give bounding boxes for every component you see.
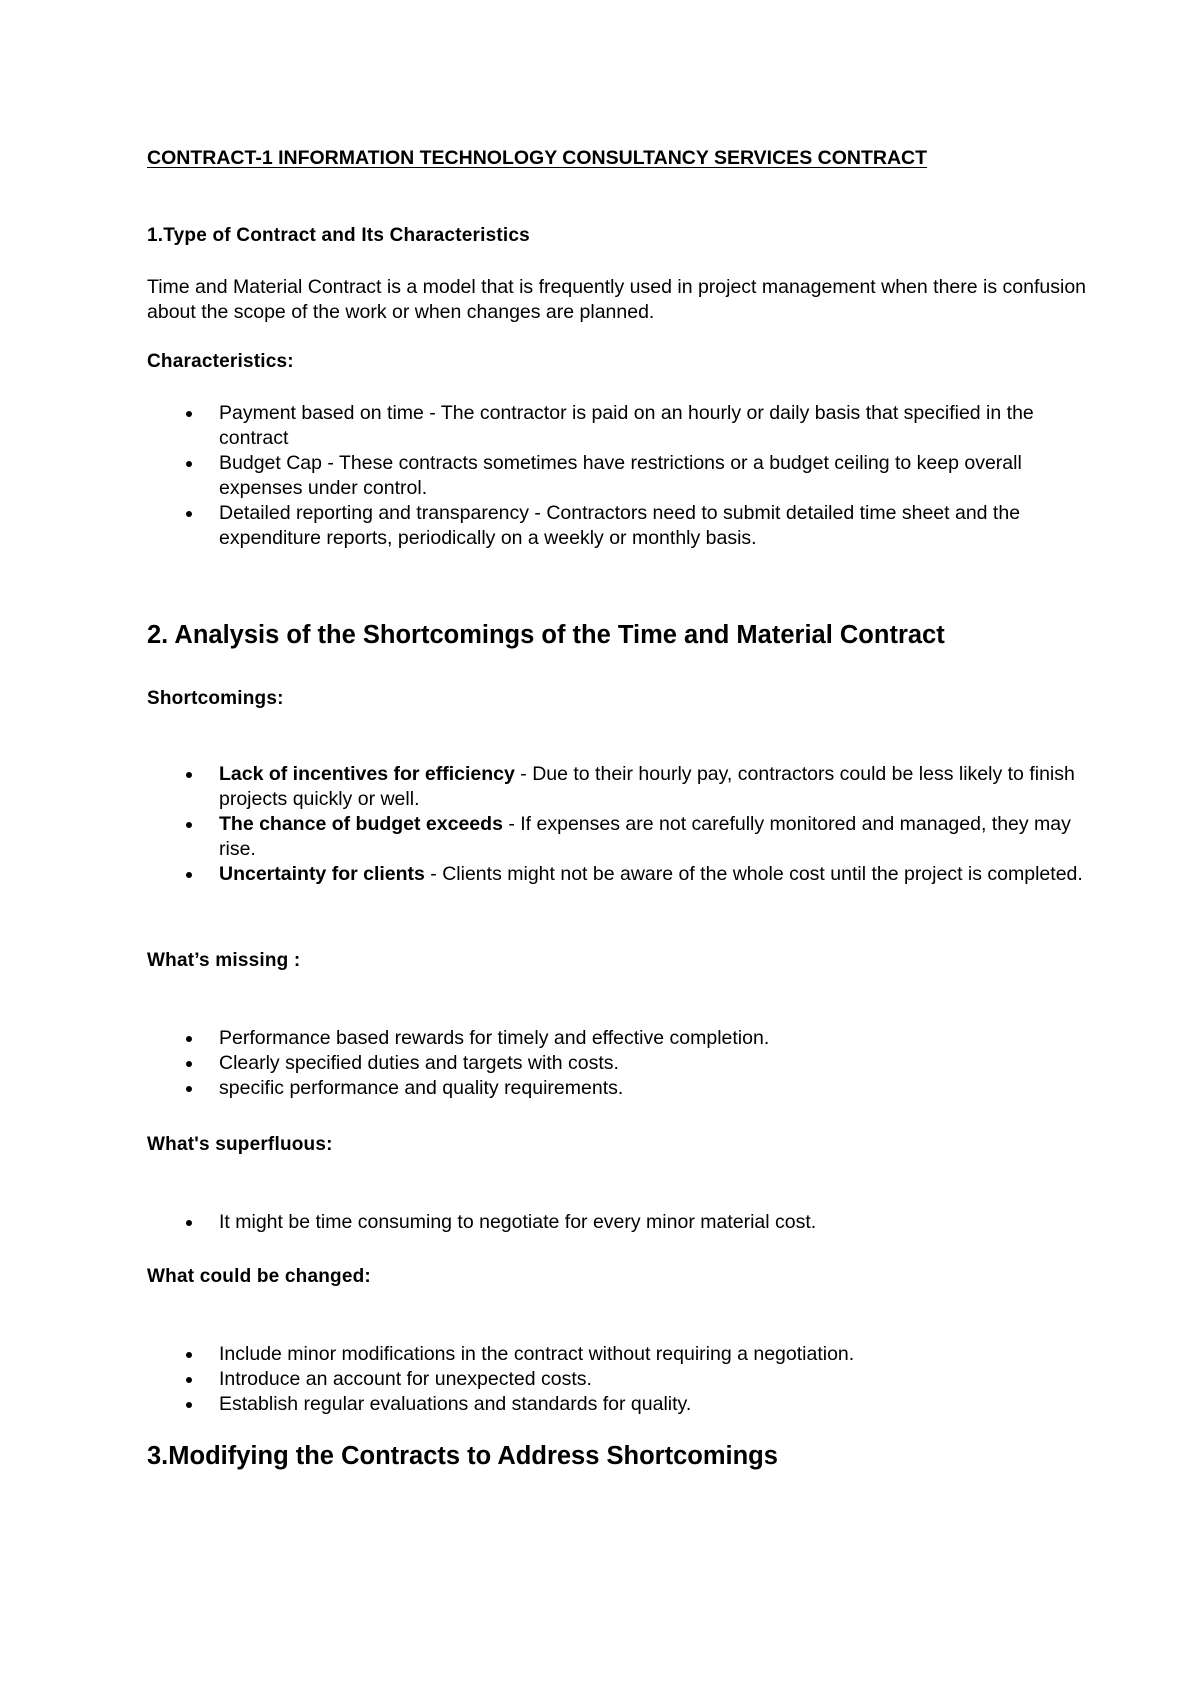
list-item: [147, 451, 1087, 501]
section3-heading: 3.Modifying the Contracts to Address Shortcomings: [147, 1442, 778, 1470]
list-item: [147, 1367, 1087, 1392]
superfluous-list: [147, 1210, 1087, 1235]
bullet-icon: [186, 822, 192, 828]
list-item-text: Include minor modifications in the contract without requiring a negotiation.: [219, 1343, 855, 1365]
characteristics-list-block: [147, 401, 1087, 551]
bullet-icon: [186, 1036, 192, 1042]
bullet-icon: [186, 1086, 192, 1092]
list-item: [147, 1051, 1087, 1076]
section1-intro-block: [147, 275, 1087, 325]
changed-list: [147, 1342, 1087, 1417]
missing-list: [147, 1026, 1087, 1101]
characteristics-label-block: [147, 350, 1087, 374]
list-item: [147, 812, 1087, 862]
document-title: CONTRACT-1 INFORMATION TECHNOLOGY CONSULTANCY SERVICES CONTRACT: [147, 147, 928, 169]
list-item: [147, 401, 1087, 451]
missing-label-block: [147, 949, 1087, 973]
list-item: [147, 1342, 1087, 1367]
shortcomings-list: [147, 762, 1087, 887]
list-item: [147, 862, 1087, 887]
document-title-block: [147, 146, 1087, 170]
changed-label-block: [147, 1265, 1087, 1289]
section1-heading-block: [147, 224, 1087, 248]
superfluous-label-block: [147, 1133, 1087, 1157]
bullet-icon: [186, 1061, 192, 1067]
section1-intro: Time and Material Contract is a model that is frequently used in project management when there is confusion about the scope of the work or when changes are planned.: [147, 276, 1087, 323]
changed-label: What could be changed:: [147, 1266, 371, 1287]
superfluous-label: What's superfluous:: [147, 1134, 333, 1155]
bullet-icon: [186, 461, 192, 467]
list-item: [147, 1392, 1087, 1417]
characteristics-list: [147, 401, 1087, 551]
list-item-bold: Uncertainty for clients: [219, 863, 425, 885]
bullet-icon: [186, 411, 192, 417]
list-item: [147, 1076, 1087, 1101]
list-item: [147, 501, 1087, 551]
list-item-text: Performance based rewards for timely and effective completion.: [219, 1027, 770, 1049]
list-item-text: Detailed reporting and transparency - Contractors need to submit detailed time sheet and the expenditure reports, periodically on a weekly or monthly basis.: [219, 502, 1021, 549]
section3-heading-block: [147, 1441, 1087, 1471]
list-item-text: - If expenses are not carefully monitored and managed, they may rise.: [219, 813, 1071, 860]
characteristics-label: Characteristics:: [147, 351, 294, 372]
list-item-bold: Lack of incentives for efficiency: [219, 763, 515, 785]
missing-list-block: [147, 1026, 1087, 1101]
shortcomings-label-block: [147, 687, 1087, 711]
list-item-text: Introduce an account for unexpected costs.: [219, 1368, 592, 1390]
bullet-icon: [186, 1402, 192, 1408]
list-item-text: - Due to their hourly pay, contractors could be less likely to finish projects quickly or well.: [219, 763, 1075, 810]
list-item-text: Payment based on time - The contractor is paid on an hourly or daily basis that specified in the contract: [219, 402, 1034, 449]
changed-list-block: [147, 1342, 1087, 1417]
shortcomings-list-block: [147, 762, 1087, 887]
bullet-icon: [186, 511, 192, 517]
list-item: [147, 1026, 1087, 1051]
list-item: [147, 1210, 1087, 1235]
section2-heading: 2. Analysis of the Shortcomings of the Time and Material Contract: [147, 621, 945, 649]
list-item-text: specific performance and quality requirements.: [219, 1077, 624, 1099]
list-item-text: Clearly specified duties and targets with costs.: [219, 1052, 619, 1074]
bullet-icon: [186, 1220, 192, 1226]
bullet-icon: [186, 1352, 192, 1358]
list-item-text: - Clients might not be aware of the whole cost until the project is completed.: [424, 863, 1083, 885]
list-item-bold: The chance of budget exceeds: [219, 813, 503, 835]
list-item-text: Budget Cap - These contracts sometimes have restrictions or a budget ceiling to keep overall expenses under control.: [219, 452, 1022, 499]
shortcomings-label: Shortcomings:: [147, 688, 284, 709]
list-item-text: It might be time consuming to negotiate for every minor material cost.: [219, 1211, 817, 1233]
list-item-text: Establish regular evaluations and standards for quality.: [219, 1393, 692, 1415]
bullet-icon: [186, 872, 192, 878]
section1-heading: 1.Type of Contract and Its Characteristics: [147, 225, 530, 246]
section2-heading-block: [147, 620, 1087, 650]
bullet-icon: [186, 772, 192, 778]
missing-label: What’s missing :: [147, 950, 301, 971]
list-item: [147, 762, 1087, 812]
superfluous-list-block: [147, 1210, 1087, 1235]
bullet-icon: [186, 1377, 192, 1383]
